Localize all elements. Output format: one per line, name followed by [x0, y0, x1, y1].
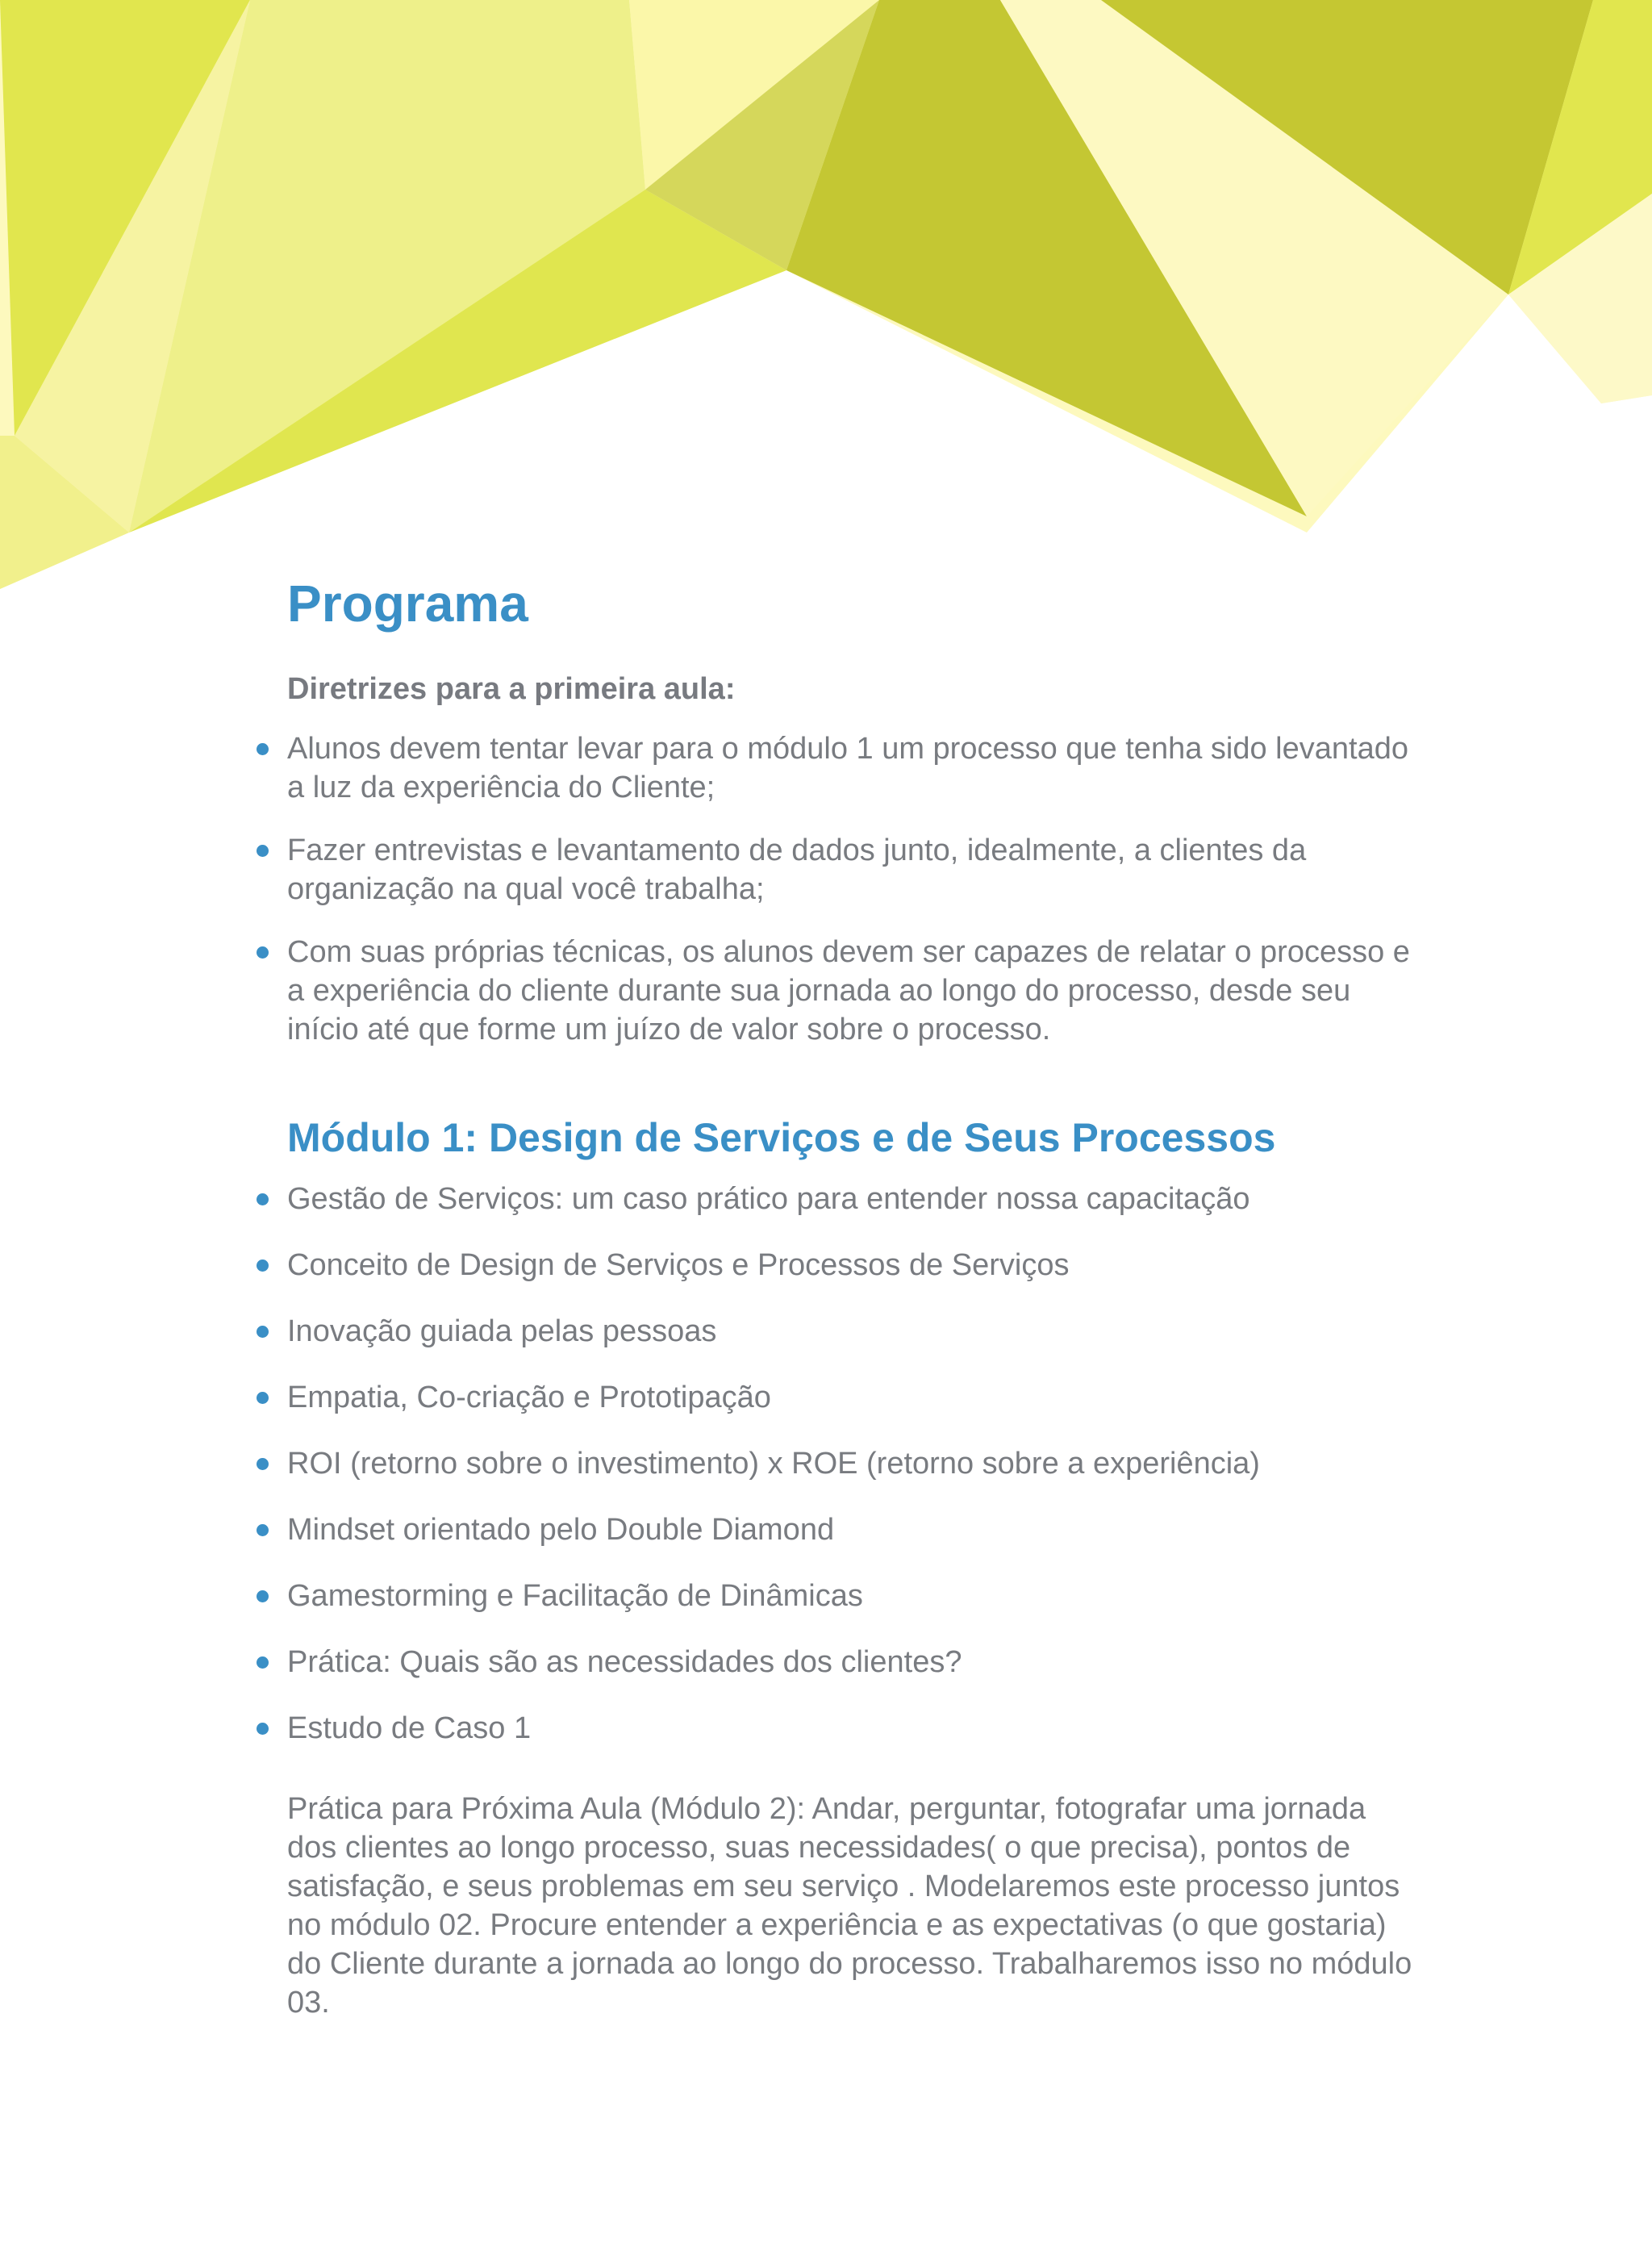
- module-1-topics-list: [287, 1180, 1416, 1748]
- topic-item: Inovação guiada pelas pessoas: [287, 1312, 1416, 1351]
- guidelines-heading: Diretrizes para a primeira aula:: [287, 672, 736, 706]
- topic-item: Conceito de Design de Serviços e Processos de Serviços: [287, 1246, 1416, 1285]
- topic-item: Empatia, Co-criação e Prototipação: [287, 1378, 1416, 1417]
- topic-item: Estudo de Caso 1: [287, 1709, 1416, 1748]
- guideline-item: Com suas próprias técnicas, os alunos devem ser capazes de relatar o processo e a experiência do cliente durante sua jornada ao longo do processo, desde seu início até que forme um juízo de valor sobre o processo.: [287, 933, 1416, 1049]
- topic-item: Gestão de Serviços: um caso prático para entender nossa capacitação: [287, 1180, 1416, 1218]
- guideline-item: Fazer entrevistas e levantamento de dados junto, idealmente, a clientes da organização na qual você trabalha;: [287, 831, 1416, 909]
- module-1-title: Módulo 1: Design de Serviços e de Seus Processos: [287, 1115, 1276, 1160]
- main-content: [287, 565, 1416, 2022]
- practice-paragraph: Prática para Próxima Aula (Módulo 2): Andar, perguntar, fotografar uma jornada dos clientes ao longo processo, suas necessidades( o que precisa), pontos de satisfação, e seus problemas em seu serviço . Modelaremos este processo juntos no módulo 02. Procure entender a experiência e as expectativas (o que gostaria) do Cliente durante a jornada ao longo do processo. Trabalharemos isso no módulo 03.: [287, 1792, 1412, 2020]
- topic-item: Gamestorming e Facilitação de Dinâmicas: [287, 1577, 1416, 1615]
- page-title: Programa: [287, 574, 528, 633]
- guideline-item: Alunos devem tentar levar para o módulo 1 um processo que tenha sido levantado a luz da experiência do Cliente;: [287, 729, 1416, 807]
- topic-item: Prática: Quais são as necessidades dos clientes?: [287, 1643, 1416, 1681]
- guidelines-list: [287, 729, 1416, 1049]
- topic-item: Mindset orientado pelo Double Diamond: [287, 1510, 1416, 1549]
- topic-item: ROI (retorno sobre o investimento) x ROE (retorno sobre a experiência): [287, 1444, 1416, 1483]
- decorative-polygon-header: [0, 0, 1652, 613]
